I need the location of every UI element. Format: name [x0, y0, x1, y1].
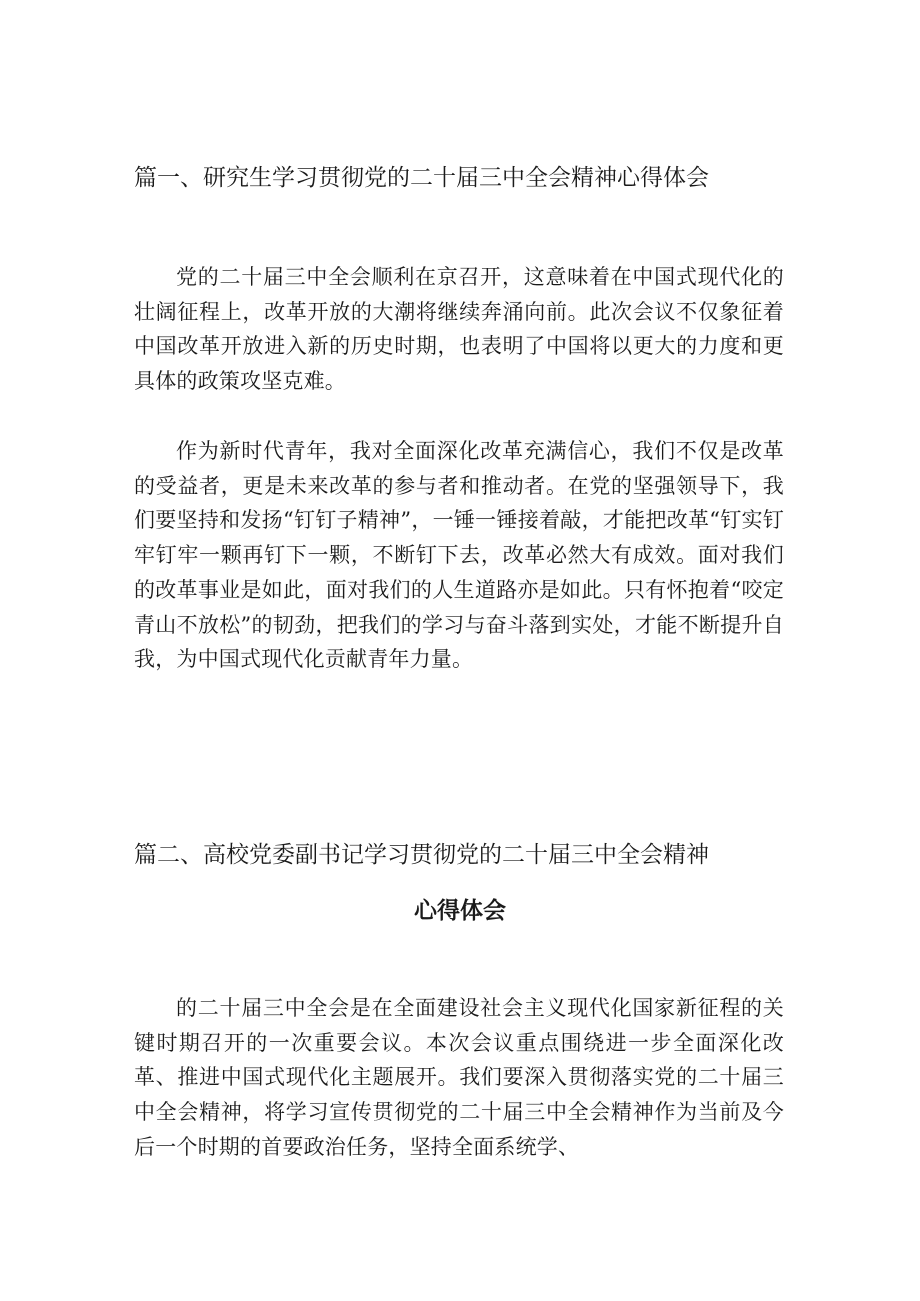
section1-paragraph-1: 党的二十届三中全会顺利在京召开，这意味着在中国式现代化的壮阔征程上，改革开放的大潮将继续奔涌向前。此次会议不仅象征着中国改革开放进入新的历史时期，也表明了中国将以更大的力度和更具体的政策攻坚克难。	[134, 265, 784, 394]
section1-paragraph-2: 作为新时代青年，我对全面深化改革充满信心，我们不仅是改革的受益者，更是未来改革的参与者和推动者。在党的坚强领导下，我们要坚持和发扬“钉钉子精神”，一锤一锤接着敲，才能把改革“钉实钉牢钉牢一颗再钉下一颗，不断钉下去，改革必然大有成效。面对我们的改革事业是如此，面对我们的人生道路亦是如此。只有怀抱着“咬定青山不放松”的韧劲，把我们的学习与奋斗落到实处，才能不断提升自我，为中国式现代化贡献青年力量。	[134, 439, 784, 672]
section2-title-line2: 心得体会	[414, 898, 506, 924]
section2-title-line1: 篇二、高校党委副书记学习贯彻党的二十届三中全会精神	[134, 842, 709, 868]
section2-paragraph-1: 的二十届三中全会是在全面建设社会主义现代化国家新征程的关键时期召开的一次重要会议。本次会议重点围绕进一步全面深化改革、推进中国式现代化主题展开。我们要深入贯彻落实党的二十届三中全会精神，将学习宣传贯彻党的二十届三中全会精神作为当前及今后一个时期的首要政治任务，坚持全面系统学、	[134, 996, 784, 1159]
section1-title: 篇一、研究生学习贯彻党的二十届三中全会精神心得体会	[134, 165, 709, 191]
